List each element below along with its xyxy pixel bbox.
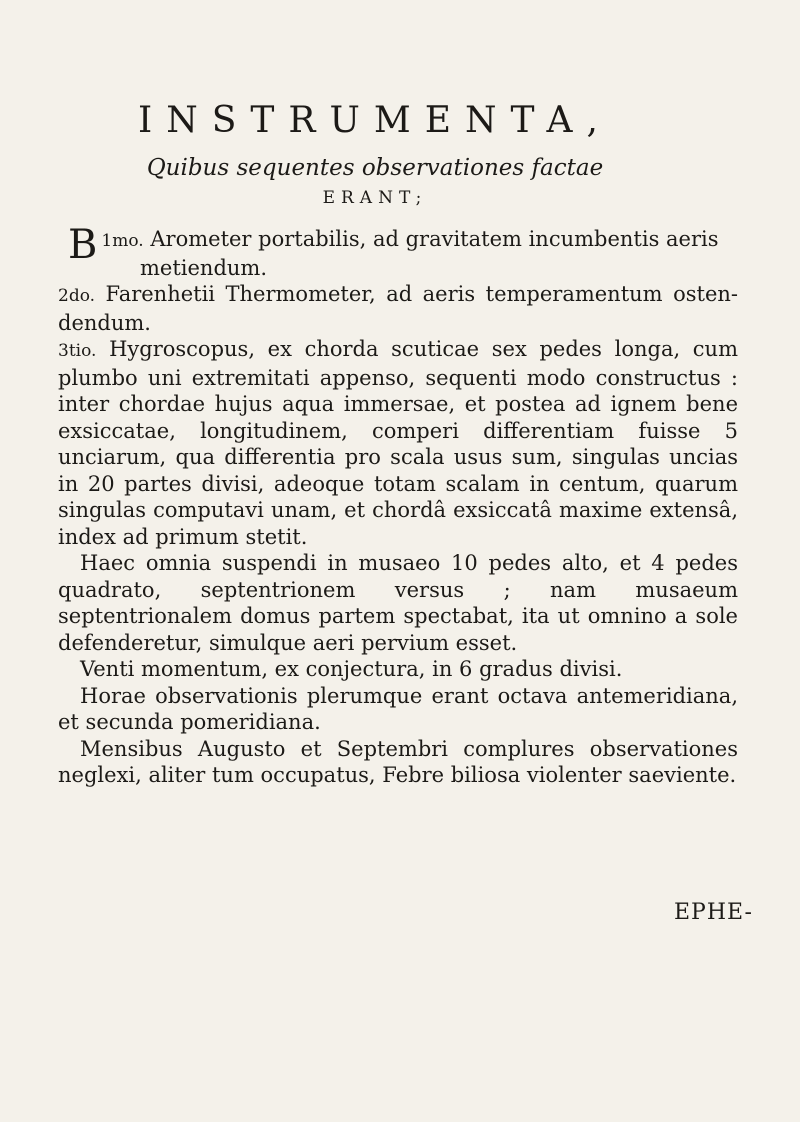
paragraph: Haec omnia suspendi in musaeo 10 pedes alto, et 4 pedes quadrato, septentrionem versus ; nam musaeum septentrionalem domus partem spectabat, ita ut omnino a sole defenderetur, simulque aeri pervium esset. (58, 551, 738, 655)
page-title: INSTRUMENTA, (138, 100, 612, 141)
subtitle-erant: ERANT; (322, 188, 428, 208)
item-text: Farenhetii Thermometer, ad aeris temperamentum osten-dendum. (58, 282, 738, 335)
item-text-line1: Arometer portabilis, ad gravitatem incumbentis aeris (150, 227, 719, 251)
paragraph: Horae observationis plerumque erant octava antemeridiana, et secunda pomeridiana. (58, 683, 738, 734)
item-text: Hygroscopus, ex chorda scuticae sex pedes longa, cum plumbo uni extremitati appenso, sequenti modo constructus : inter chordae hujus aqua immersae, et postea ad ignem bene exsiccatae, longitudinem, comperi differentiam fuisse 5 unciarum, qua differentia pro scala usus sum, singulas uncias in 20 partes divisi, adeoque totam scalam in centum, quarum singulas computavi unam, et chordâ exsiccatâ maxime extensâ, index ad primum stetit. (58, 337, 738, 549)
drop-cap: B (68, 222, 98, 268)
list-item-3 (58, 336, 738, 550)
list-item-2 (58, 281, 738, 336)
list-item-1 (58, 222, 738, 281)
item-number: 2do. (58, 286, 96, 306)
item-text-line2: metiendum. (140, 255, 268, 280)
subtitle: Quibus sequentes observationes factae (146, 155, 604, 181)
item-number: 3tio. (58, 341, 97, 361)
paragraph: Venti momentum, ex conjectura, in 6 gradus divisi. (80, 657, 623, 681)
body-text (58, 222, 738, 789)
item-number: 1mo. (101, 231, 144, 251)
paragraph: Mensibus Augusto et Septembri complures observationes neglexi, aliter tum occupatus, Febre biliosa violenter saeviente. (58, 736, 738, 787)
catchword: EPHE- (674, 900, 753, 925)
